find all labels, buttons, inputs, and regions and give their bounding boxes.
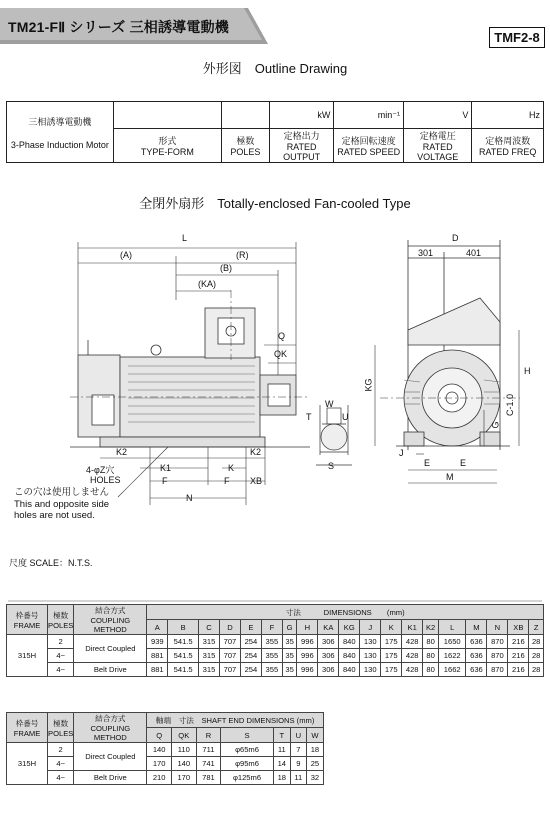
motor-type-jp: 三相誘導電動機 bbox=[28, 116, 92, 127]
shaft-value-cell: 741 bbox=[196, 757, 221, 771]
shaft-value-cell: 711 bbox=[196, 743, 221, 757]
dimensions-col-header: B bbox=[168, 620, 199, 635]
dimensions-value-cell: 1622 bbox=[438, 649, 465, 663]
dimensions-value-cell: 80 bbox=[423, 649, 439, 663]
shaft-value-cell: 11 bbox=[290, 771, 306, 785]
dimensions-value-cell: 315 bbox=[199, 649, 220, 663]
dimensions-value-cell: 636 bbox=[466, 663, 487, 677]
shaft-value-cell: 170 bbox=[147, 757, 172, 771]
shaft-row bbox=[7, 757, 324, 771]
label-KA: (KA) bbox=[198, 279, 216, 289]
dimensions-value-cell: 315 bbox=[199, 635, 220, 649]
unit-kw: kW bbox=[269, 102, 333, 129]
shaft-value-cell: 7 bbox=[290, 743, 306, 757]
unit-hz: Hz bbox=[472, 102, 544, 129]
series-title: TM21-FⅡ シリーズ 三相誘導電動機 bbox=[8, 19, 229, 35]
dimensions-value-cell: 28 bbox=[529, 663, 544, 677]
shaft-value-cell: 140 bbox=[147, 743, 172, 757]
dimensions-value-cell: 35 bbox=[282, 635, 297, 649]
drawing-title: 外形図 Outline Drawing bbox=[202, 61, 348, 76]
dimensions-poles-cell: 4~ bbox=[48, 649, 74, 663]
end-view bbox=[375, 240, 520, 483]
dimensions-value-cell: 216 bbox=[508, 649, 529, 663]
dimensions-value-cell: 80 bbox=[423, 635, 439, 649]
scale-note: 尺度 SCALE：N.T.S. bbox=[9, 558, 93, 568]
dimensions-value-cell: 707 bbox=[219, 635, 240, 649]
label-W: W bbox=[325, 399, 334, 409]
dimensions-value-cell: 254 bbox=[240, 663, 261, 677]
dimensions-col-header: N bbox=[487, 620, 508, 635]
shaft-value-cell: φ95m6 bbox=[221, 757, 274, 771]
dimensions-row bbox=[7, 635, 544, 649]
dimensions-row bbox=[7, 663, 544, 677]
label-K1: K1 bbox=[160, 463, 172, 473]
dimensions-value-cell: 216 bbox=[508, 663, 529, 677]
col-rated-voltage: 定格電圧 RATED VOLTAGE bbox=[404, 129, 472, 163]
shaft-value-cell: 170 bbox=[171, 771, 196, 785]
label-U: U bbox=[342, 412, 349, 422]
dimensions-col-header: K bbox=[381, 620, 402, 635]
dimensions-value-cell: 881 bbox=[147, 663, 168, 677]
dimensions-value-cell: 254 bbox=[240, 635, 261, 649]
dimensions-value-cell: 130 bbox=[360, 635, 381, 649]
col-poles: 極数 POLES bbox=[221, 129, 269, 163]
dimensions-value-cell: 355 bbox=[261, 663, 282, 677]
note-jp: この穴は使用しません bbox=[14, 487, 110, 498]
dimensions-value-cell: 355 bbox=[261, 635, 282, 649]
dimensions-value-cell: 939 bbox=[147, 635, 168, 649]
dimensions-value-cell: 254 bbox=[240, 649, 261, 663]
dimensions-value-cell: 28 bbox=[529, 649, 544, 663]
dimensions-table: 枠番号 FRAME 極数 POLES 結合方式 COUPLING METHOD 寸法 DIMENSIONS (mm) A B C D E F G H KA KG J K K1 K2 L M N XB Z 315H 2 Direct Coupled 939 541.5 315 707 254 355 35 996 306 840 130 175 428 80 1650 636 870 216 28 4~ 881 541.5 315 707 254 355 35 996 306 840 130 175 428 80 1622 636 870 216 28 4~ Belt Drive 881 541.5 315 707 254 355 35 996 306 840 130 175 428 80 1662 636 870 216 28 bbox=[6, 604, 544, 677]
label-F-right: F bbox=[224, 476, 230, 486]
unit-v: V bbox=[404, 102, 472, 129]
dimensions-col-header: Z bbox=[529, 620, 544, 635]
shaft-value-cell: 14 bbox=[273, 757, 290, 771]
dimensions-value-cell: 130 bbox=[360, 649, 381, 663]
label-A: (A) bbox=[120, 250, 132, 260]
note-en-1: This and opposite side bbox=[14, 498, 110, 510]
dimensions-value-cell: 541.5 bbox=[168, 649, 199, 663]
dimensions-value-cell: 35 bbox=[282, 649, 297, 663]
label-D: D bbox=[452, 233, 459, 243]
label-G: G bbox=[490, 421, 501, 429]
shaft-coupling-cell: Direct Coupled bbox=[74, 743, 147, 771]
dimensions-value-cell: 216 bbox=[508, 635, 529, 649]
label-F-left: F bbox=[162, 476, 168, 486]
dimensions-value-cell: 306 bbox=[318, 649, 339, 663]
dimensions-col-header: H bbox=[297, 620, 318, 635]
label-B: (B) bbox=[220, 263, 232, 273]
dimensions-title: 寸法 DIMENSIONS (mm) bbox=[147, 605, 544, 620]
shaft-value-cell: 18 bbox=[306, 743, 323, 757]
dimensions-value-cell: 306 bbox=[318, 635, 339, 649]
label-L: L bbox=[182, 233, 188, 243]
dimensions-value-cell: 636 bbox=[466, 649, 487, 663]
holes-note bbox=[14, 487, 109, 522]
dimensions-value-cell: 840 bbox=[339, 635, 360, 649]
dimensions-value-cell: 870 bbox=[487, 649, 508, 663]
col-rated-output: 定格出力 RATED OUTPUT bbox=[269, 129, 333, 163]
dimensions-value-cell: 996 bbox=[297, 663, 318, 677]
dimensions-col-header: M bbox=[466, 620, 487, 635]
dimensions-value-cell: 881 bbox=[147, 649, 168, 663]
dimensions-col-header: L bbox=[438, 620, 465, 635]
shaft-poles-cell: 4~ bbox=[48, 757, 74, 771]
label-KG: KG bbox=[363, 378, 374, 392]
shaft-table: 枠番号 FRAME 極数 POLES 結合方式 COUPLING METHOD 軸端 寸法 SHAFT END DIMENSIONS (mm) Q QK R S T U W 315H 2 Direct Coupled 140 110 711 φ65m6 11 7 18 4~ 170 140 741 φ95m6 14 9 25 4~ Belt Drive 210 170 781 φ125m6 18 11 32 bbox=[6, 712, 324, 785]
dimensions-col-header: E bbox=[240, 620, 261, 635]
dimensions-col-header: C bbox=[199, 620, 220, 635]
dimensions-value-cell: 870 bbox=[487, 635, 508, 649]
dimensions-value-cell: 541.5 bbox=[168, 635, 199, 649]
dimensions-value-cell: 870 bbox=[487, 663, 508, 677]
dimensions-value-cell: 707 bbox=[219, 649, 240, 663]
dimensions-value-cell: 315 bbox=[199, 663, 220, 677]
unit-min: min⁻¹ bbox=[334, 102, 404, 129]
shaft-poles-cell: 4~ bbox=[48, 771, 74, 785]
label-T: T bbox=[306, 412, 312, 422]
dimensions-value-cell: 355 bbox=[261, 649, 282, 663]
label-Q: Q bbox=[278, 331, 286, 341]
shaft-value-cell: φ65m6 bbox=[221, 743, 274, 757]
shaft-frame-cell: 315H bbox=[7, 743, 48, 785]
dimensions-value-cell: 996 bbox=[297, 635, 318, 649]
spec-table bbox=[6, 101, 544, 163]
enclosure-title: 全閉外扇形 Totally-enclosed Fan-cooled Type bbox=[139, 196, 411, 211]
label-K: K bbox=[228, 463, 235, 473]
label-E-left: E bbox=[424, 458, 431, 468]
shaft-row bbox=[7, 771, 324, 785]
label-K2-left: K2 bbox=[116, 447, 128, 457]
shaft-value-cell: φ125m6 bbox=[221, 771, 274, 785]
dimensions-col-header: J bbox=[360, 620, 381, 635]
label-J: J bbox=[399, 448, 404, 458]
shaft-col-header: R bbox=[196, 728, 221, 743]
dimensions-col-header: K1 bbox=[402, 620, 423, 635]
dimensions-coupling-cell: Direct Coupled bbox=[74, 635, 147, 663]
shaft-value-cell: 9 bbox=[290, 757, 306, 771]
shaft-col-header: S bbox=[221, 728, 274, 743]
shaft-value-cell: 110 bbox=[171, 743, 196, 757]
dimensions-col-header: K2 bbox=[423, 620, 439, 635]
dimensions-value-cell: 1662 bbox=[438, 663, 465, 677]
dimensions-value-cell: 175 bbox=[381, 635, 402, 649]
dimensions-col-header: G bbox=[282, 620, 297, 635]
document-code: TMF2-8 bbox=[489, 27, 545, 48]
col-type-form: 形式 TYPE-FORM bbox=[113, 129, 221, 163]
note-en-2: holes are not used. bbox=[14, 510, 95, 521]
side-view bbox=[70, 290, 310, 447]
shaft-col-header: T bbox=[273, 728, 290, 743]
dimensions-poles-cell: 4~ bbox=[48, 663, 74, 677]
shaft-col-header: W bbox=[306, 728, 323, 743]
dimensions-value-cell: 175 bbox=[381, 663, 402, 677]
dimensions-value-cell: 35 bbox=[282, 663, 297, 677]
dimensions-value-cell: 428 bbox=[402, 635, 423, 649]
label-QK: QK bbox=[274, 349, 288, 359]
label-holes: 4-φZ穴 bbox=[86, 465, 115, 475]
shaft-value-cell: 25 bbox=[306, 757, 323, 771]
shaft-value-cell: 781 bbox=[196, 771, 221, 785]
dimensions-coupling-cell: Belt Drive bbox=[74, 663, 147, 677]
dimensions-col-header: KA bbox=[318, 620, 339, 635]
dimensions-value-cell: 1650 bbox=[438, 635, 465, 649]
dimensions-value-cell: 428 bbox=[402, 649, 423, 663]
shaft-value-cell: 210 bbox=[147, 771, 172, 785]
motor-type-en: 3-Phase Induction Motor bbox=[10, 139, 109, 150]
dimensions-value-cell: 636 bbox=[466, 635, 487, 649]
label-H: H bbox=[524, 366, 531, 376]
label-XB: XB bbox=[250, 476, 263, 486]
shaft-row bbox=[7, 743, 324, 757]
label-301: 301 bbox=[418, 248, 434, 258]
shaft-value-cell: 32 bbox=[306, 771, 323, 785]
dimensions-col-header: KG bbox=[339, 620, 360, 635]
shaft-title: 軸端 寸法 SHAFT END DIMENSIONS (mm) bbox=[147, 713, 324, 728]
dimensions-poles-cell: 2 bbox=[48, 635, 74, 649]
shaft-poles-cell: 2 bbox=[48, 743, 74, 757]
label-holes-en: HOLES bbox=[90, 475, 121, 485]
col-rated-freq: 定格周波数 RATED FREQ bbox=[472, 129, 544, 163]
dimensions-value-cell: 130 bbox=[360, 663, 381, 677]
label-M: M bbox=[446, 472, 454, 482]
dimensions-col-header: D bbox=[219, 620, 240, 635]
shaft-coupling-cell: Belt Drive bbox=[74, 771, 147, 785]
shaft-col-header: U bbox=[290, 728, 306, 743]
shaft-value-cell: 18 bbox=[273, 771, 290, 785]
dimensions-value-cell: 80 bbox=[423, 663, 439, 677]
shaft-col-header: Q bbox=[147, 728, 172, 743]
label-R: (R) bbox=[236, 250, 249, 260]
dimensions-value-cell: 996 bbox=[297, 649, 318, 663]
label-401: 401 bbox=[466, 248, 482, 258]
label-S: S bbox=[328, 461, 335, 471]
dimensions-value-cell: 541.5 bbox=[168, 663, 199, 677]
label-E-right: E bbox=[460, 458, 467, 468]
dimensions-value-cell: 175 bbox=[381, 649, 402, 663]
shaft-value-cell: 11 bbox=[273, 743, 290, 757]
label-K2-right: K2 bbox=[250, 447, 262, 457]
dimensions-value-cell: 840 bbox=[339, 649, 360, 663]
dimensions-value-cell: 306 bbox=[318, 663, 339, 677]
dimensions-value-cell: 840 bbox=[339, 663, 360, 677]
shaft-value-cell: 140 bbox=[171, 757, 196, 771]
dimensions-value-cell: 707 bbox=[219, 663, 240, 677]
shaft-col-header: QK bbox=[171, 728, 196, 743]
dimensions-value-cell: 28 bbox=[529, 635, 544, 649]
dimensions-col-header: F bbox=[261, 620, 282, 635]
label-N: N bbox=[186, 493, 193, 503]
dimensions-frame-cell: 315H bbox=[7, 635, 48, 677]
dimensions-col-header: XB bbox=[508, 620, 529, 635]
dimensions-value-cell: 428 bbox=[402, 663, 423, 677]
dimensions-col-header: A bbox=[147, 620, 168, 635]
motor-type-cell bbox=[7, 102, 114, 163]
label-C: C-1.0 bbox=[505, 393, 516, 417]
col-rated-speed: 定格回転速度 RATED SPEED bbox=[334, 129, 404, 163]
